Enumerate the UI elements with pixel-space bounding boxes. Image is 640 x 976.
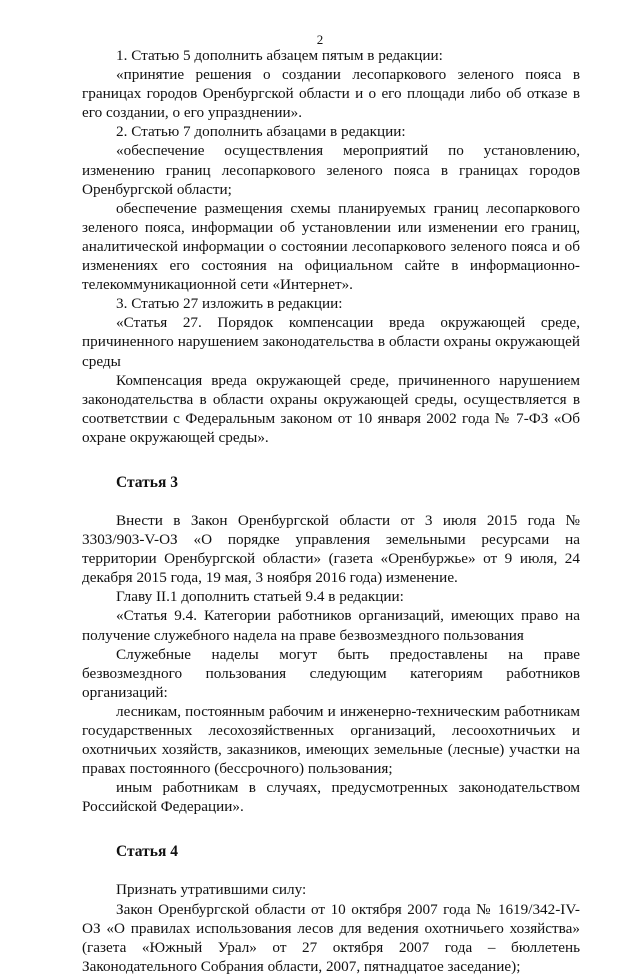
quoted-paragraph: обеспечение размещения схемы планируемых границ лесопаркового зеленого пояса, информации об установлении или изменении его границ, аналитической информации о состоянии лесопаркового зеленого пояса и об изменениях его состояния на официальном сайте в информационно-телекоммуникационной сети «Интернет». — [82, 199, 580, 294]
quoted-paragraph: «принятие решения о создании лесопаркового зеленого пояса в границах городов Оренбургской области и о его площади либо об отказе в его создании, о его упразднении». — [82, 66, 580, 122]
quoted-paragraph: Компенсация вреда окружающей среде, причиненного нарушением законодательства в области охраны окружающей среды, осуществляется в соответствии с Федеральным законом от 10 января 2002 года № 7-ФЗ «Об охране окружающей среды». — [82, 371, 580, 446]
article-3-paragraph: Главу II.1 дополнить статьей 9.4 в редакции: — [116, 588, 404, 606]
article-3-heading: Статья 3 — [116, 473, 178, 491]
document-body — [82, 46, 580, 976]
quoted-paragraph: «Статья 27. Порядок компенсации вреда окружающей среде, причиненного нарушением законодательства в области охраны окружающей среды — [82, 314, 580, 370]
article-4-paragraph: Признать утратившими силу: — [116, 881, 307, 899]
quoted-paragraph: Служебные наделы могут быть предоставлены на праве безвозмездного пользования следующим категориям работников организаций: — [82, 645, 580, 701]
article-4-paragraph: Закон Оренбургской области от 10 октября 2007 года № 1619/342-IV-ОЗ «О правилах использования лесов для ведения охотничьего хозяйства» (газета «Южный Урал» от 27 октября 2007 года – бюллетень Законодательного Собрания области, 2007, пятнадцатое заседание); — [82, 900, 580, 975]
quoted-paragraph: лесникам, постоянным рабочим и инженерно-техническим работникам государственных лесохозяйственных организаций, лесоохотничьих и охотничьих хозяйств, заказников, имеющих земельные (лесные) участки на правах постоянного (бессрочного) пользования; — [82, 702, 580, 778]
article-4-heading: Статья 4 — [116, 843, 178, 861]
quoted-paragraph: иным работникам в случаях, предусмотренных законодательством Российской Федерации». — [82, 779, 580, 816]
amendment-item-2: 2. Статью 7 дополнить абзацами в редакции: — [116, 123, 406, 141]
page-number: 2 — [316, 32, 324, 47]
quoted-paragraph: «Статья 9.4. Категории работников организаций, имеющих право на получение служебного надела на праве безвозмездного пользования — [82, 607, 580, 644]
article-3-paragraph: Внести в Закон Оренбургской области от 3 июля 2015 года № 3303/903-V-ОЗ «О порядке управления земельными ресурсами на территории Оренбургской области» (газета «Оренбуржье» от 9 июля, 24 декабря 2015 года, 19 мая, 3 ноября 2016 года) изменение. — [82, 511, 580, 587]
quoted-paragraph: «обеспечение осуществления мероприятий по установлению, изменению границ лесопаркового зеленого пояса в границах городов Оренбургской области; — [82, 142, 580, 198]
amendment-item-3: 3. Статью 27 изложить в редакции: — [116, 295, 343, 313]
amendment-item-1: 1. Статью 5 дополнить абзацем пятым в редакции: — [116, 47, 443, 64]
